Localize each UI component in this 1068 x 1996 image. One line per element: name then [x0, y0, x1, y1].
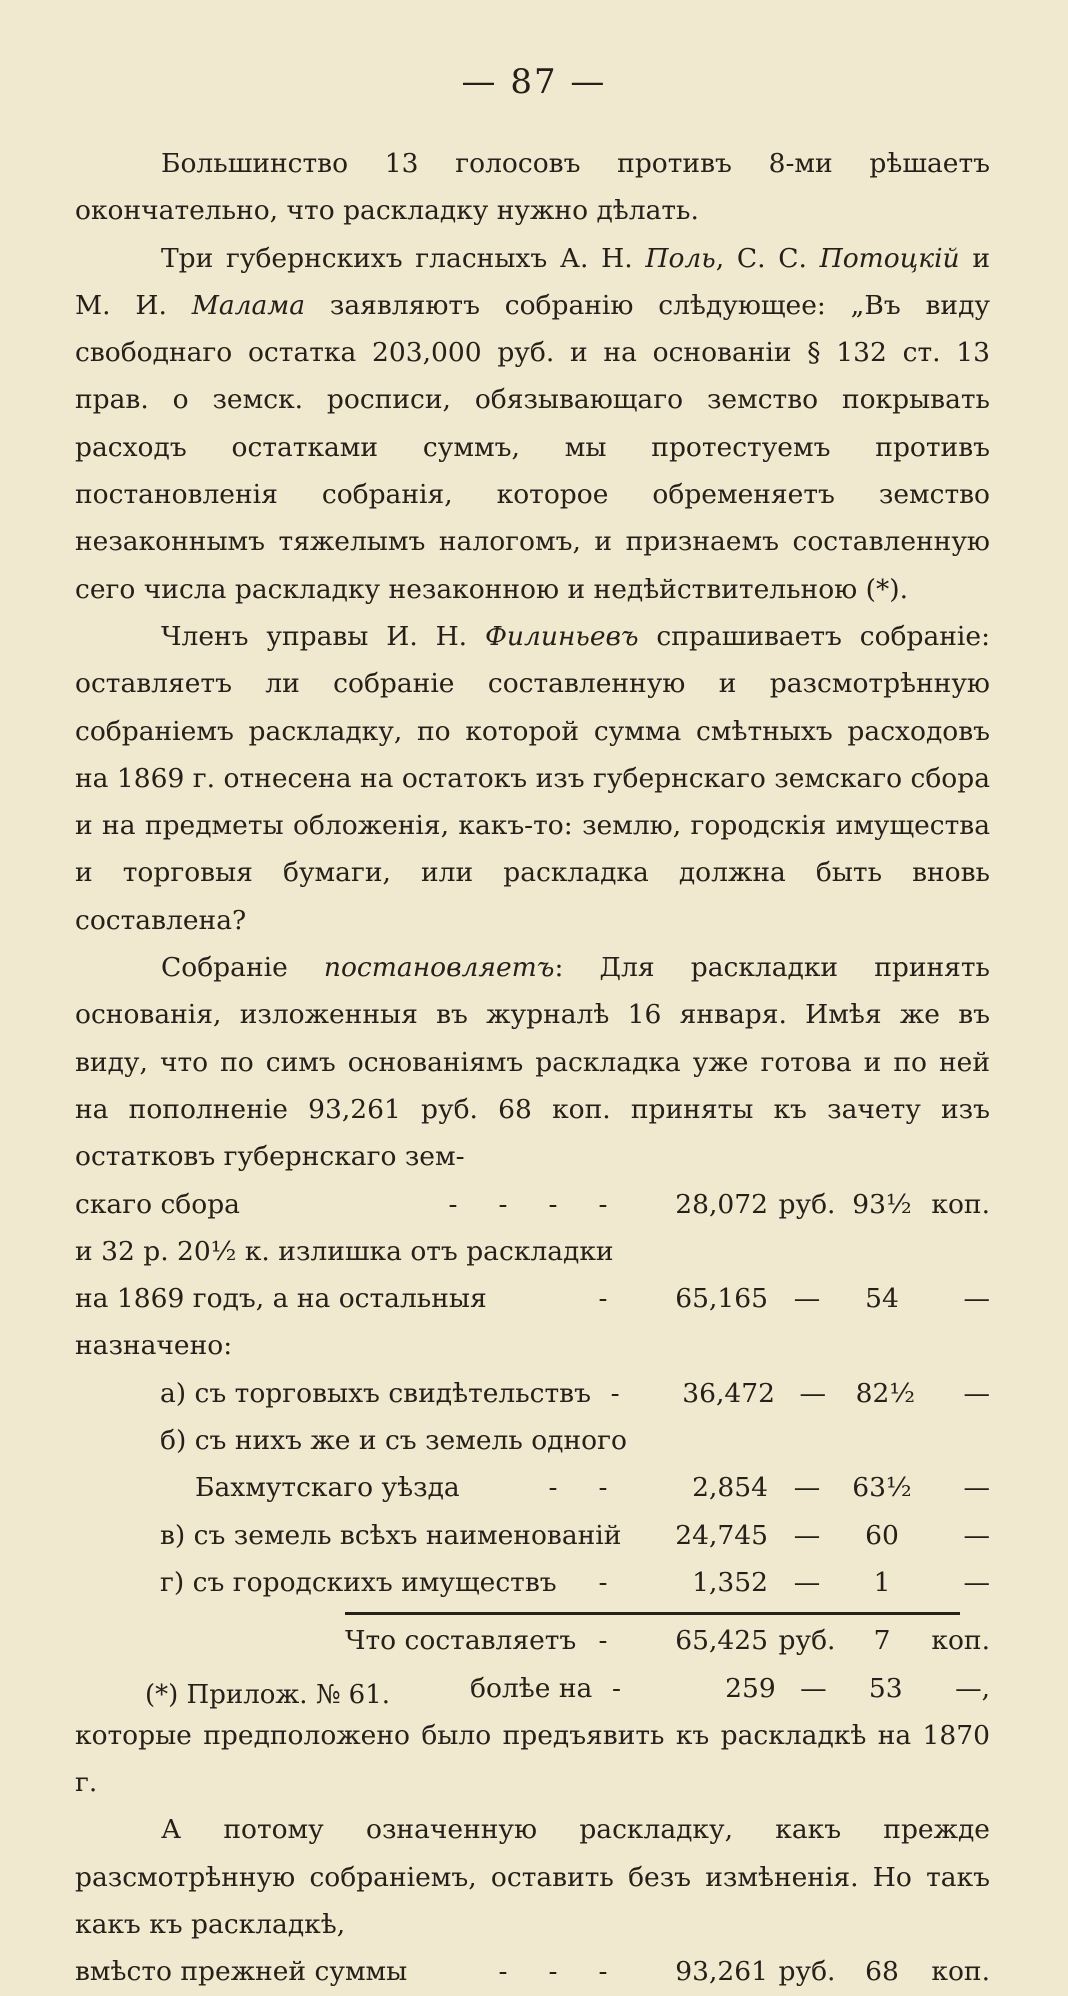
ledger-kopecks: 63½ — [852, 1472, 912, 1504]
ledger-suffix: коп. — [931, 1625, 990, 1657]
ledger-amount: 65,165 — [675, 1283, 768, 1315]
sum-rule — [345, 1612, 960, 1615]
ledger-kopecks: 60 — [865, 1519, 899, 1551]
ledger-row — [75, 1464, 990, 1511]
ledger-row — [75, 1370, 990, 1417]
text-span: Собраніе — [161, 952, 324, 984]
ledger-kopecks: 82½ — [855, 1377, 916, 1409]
ledger-row — [75, 1275, 990, 1322]
ledger-dash: - — [498, 1188, 508, 1220]
ledger-suffix: коп. — [931, 1956, 990, 1988]
ledger-amount: 24,745 — [675, 1519, 768, 1551]
ledger-unit: — — [793, 1472, 821, 1504]
ledger-unit: — — [800, 1672, 827, 1704]
ledger-row — [75, 1417, 990, 1464]
text-span: : Для раскладки принять основанія, изложенныя въ журналѣ 16 января. Имѣя же въ виду, что по симъ основаніямъ раскладка уже готова и по ней на пополненіе 93,261 руб. 68 коп. приняты къ зачету изъ остатковъ губернскаго зем- — [75, 952, 990, 1173]
person-name: Поль — [645, 242, 716, 274]
ledger-final-row — [75, 1948, 990, 1995]
ledger-label: а) съ торговыхъ свидѣтельствъ — [160, 1377, 591, 1409]
ledger-suffix: — — [963, 1472, 990, 1504]
paragraph-protest — [75, 235, 990, 613]
paragraph-previously-proposed: которые предположено было предъявить къ раскладкѣ на 1870 г. — [75, 1719, 990, 1799]
ledger-amount: 259 — [725, 1672, 776, 1704]
ledger-unit: руб. — [778, 1188, 836, 1220]
ledger-row — [75, 1228, 990, 1275]
ledger-unit: — — [793, 1566, 821, 1598]
ledger-dash: - — [598, 1566, 608, 1598]
ledger-dash: - — [548, 1188, 558, 1220]
ledger-label: и 32 р. 20½ к. излишка отъ раскладки — [75, 1235, 614, 1267]
ledger-row — [75, 1559, 990, 1606]
ledger-kopecks: 53 — [868, 1672, 903, 1704]
ledger-suffix: — — [963, 1519, 990, 1551]
text-span: и М. И. — [75, 242, 990, 321]
text-span: Три губернскихъ гласныхъ А. Н. — [161, 242, 646, 274]
paragraph-question — [75, 613, 990, 944]
page-number: — 87 — — [461, 62, 607, 102]
paragraph-decision: А потому означенную раскладку, какъ прежде разсмотрѣнную собраніемъ, оставить безъ измѣненія. Но такъ какъ къ раскладкѣ, — [75, 1814, 990, 1940]
ledger-kopecks: 7 — [873, 1625, 891, 1657]
ledger-label: назначено: — [75, 1330, 233, 1362]
ledger-kopecks: 93½ — [852, 1188, 912, 1220]
ledger-dash: - — [448, 1188, 458, 1220]
ledger-amount: 36,472 — [682, 1377, 775, 1409]
ledger-label: б) съ нихъ же и съ земель одного — [160, 1425, 627, 1457]
ledger-row — [75, 1512, 990, 1559]
ledger-unit: — — [799, 1377, 826, 1409]
ledger-dash: - — [611, 1672, 621, 1704]
ledger-unit: руб. — [778, 1625, 836, 1657]
ledger-total-row — [75, 1617, 990, 1664]
ledger-dash: - — [548, 1472, 558, 1504]
ledger-label: скаго сбора — [75, 1188, 240, 1220]
ledger-suffix: — — [963, 1566, 990, 1598]
ledger-label: болѣе на — [470, 1672, 593, 1704]
ledger-unit: — — [793, 1283, 821, 1315]
ledger-row — [75, 1322, 990, 1369]
person-name: Малама — [191, 289, 306, 321]
text-span: Членъ управы И. Н. — [161, 620, 485, 652]
ledger-suffix: —, — [955, 1672, 990, 1704]
paragraph-resolution — [75, 944, 990, 1180]
ledger-label: Бахмутскаго уѣзда — [195, 1472, 460, 1504]
ledger-label: вмѣсто прежней суммы — [75, 1956, 408, 1988]
ledger-dash: - — [598, 1283, 608, 1315]
person-name: Потоцкій — [819, 242, 960, 274]
ledger-amount: 65,425 — [675, 1625, 768, 1657]
ledger-dash: - — [598, 1956, 608, 1988]
text-span: , С. С. — [715, 242, 820, 274]
ledger-row — [75, 1181, 990, 1228]
ledger-label: г) съ городскихъ имуществъ — [160, 1566, 557, 1598]
text-span: спрашиваетъ собраніе: оставляетъ ли собраніе составленную и разсмотрѣнную собраніемъ раскладку, по которой сумма смѣтныхъ расходовъ на 1869 г. отнесена на остатокъ изъ губернскаго земскаго сбора и на предметы обложенія, какъ-то: землю, городскія имущества и торговыя бумаги, или раскладка должна быть вновь составлена? — [75, 620, 990, 936]
person-name: Филиньевъ — [484, 620, 639, 652]
ledger-label: Что составляетъ — [345, 1625, 577, 1657]
ledger-kopecks: 1 — [873, 1566, 891, 1598]
ledger-kopecks: 54 — [865, 1283, 899, 1315]
ledger-suffix: — — [963, 1283, 990, 1315]
ledger-label: в) съ земель всѣхъ наименованій — [160, 1519, 622, 1551]
text-span: заявляютъ собранію слѣдующее: „Въ виду свободнаго остатка 203,000 руб. и на основаніи § 132 ст. 13 прав. о земск. росписи, обязывающаго земство покрывать расходъ остатками суммъ, мы протестуемъ противъ постановленія собранія, которое обременяетъ земство незаконнымъ тяжелымъ налогомъ, и признаемъ составленную сего числа раскладку незаконною и недѣйствительною (*). — [75, 289, 990, 605]
ledger-amount: 1,352 — [692, 1566, 768, 1598]
ledger — [75, 1181, 990, 1712]
ledger-dash: - — [598, 1188, 608, 1220]
ledger-dash: - — [610, 1377, 620, 1409]
ledger-suffix: коп. — [931, 1188, 990, 1220]
ledger-unit: руб. — [778, 1956, 836, 1988]
ledger-suffix: — — [963, 1377, 990, 1409]
footnote: (*) Прилож. № 61. — [145, 1680, 391, 1710]
ledger-amount: 2,854 — [692, 1472, 768, 1504]
paragraph-vote-result: Большинство 13 голосовъ противъ 8-ми рѣшаетъ окончательно, что раскладку нужно дѣлать. — [75, 148, 990, 227]
emphasis: постановляетъ — [323, 952, 555, 984]
ledger-amount: 28,072 — [675, 1188, 768, 1220]
ledger-dash: - — [598, 1472, 608, 1504]
page-body — [75, 140, 990, 1996]
ledger-dash: - — [598, 1625, 608, 1657]
ledger-dash: - — [498, 1956, 508, 1988]
ledger-amount: 93,261 — [675, 1956, 768, 1988]
ledger-dash: - — [548, 1956, 558, 1988]
ledger-unit: — — [793, 1519, 821, 1551]
ledger-label: на 1869 годъ, а на остальныя — [75, 1283, 487, 1315]
ledger-kopecks: 68 — [865, 1956, 899, 1988]
